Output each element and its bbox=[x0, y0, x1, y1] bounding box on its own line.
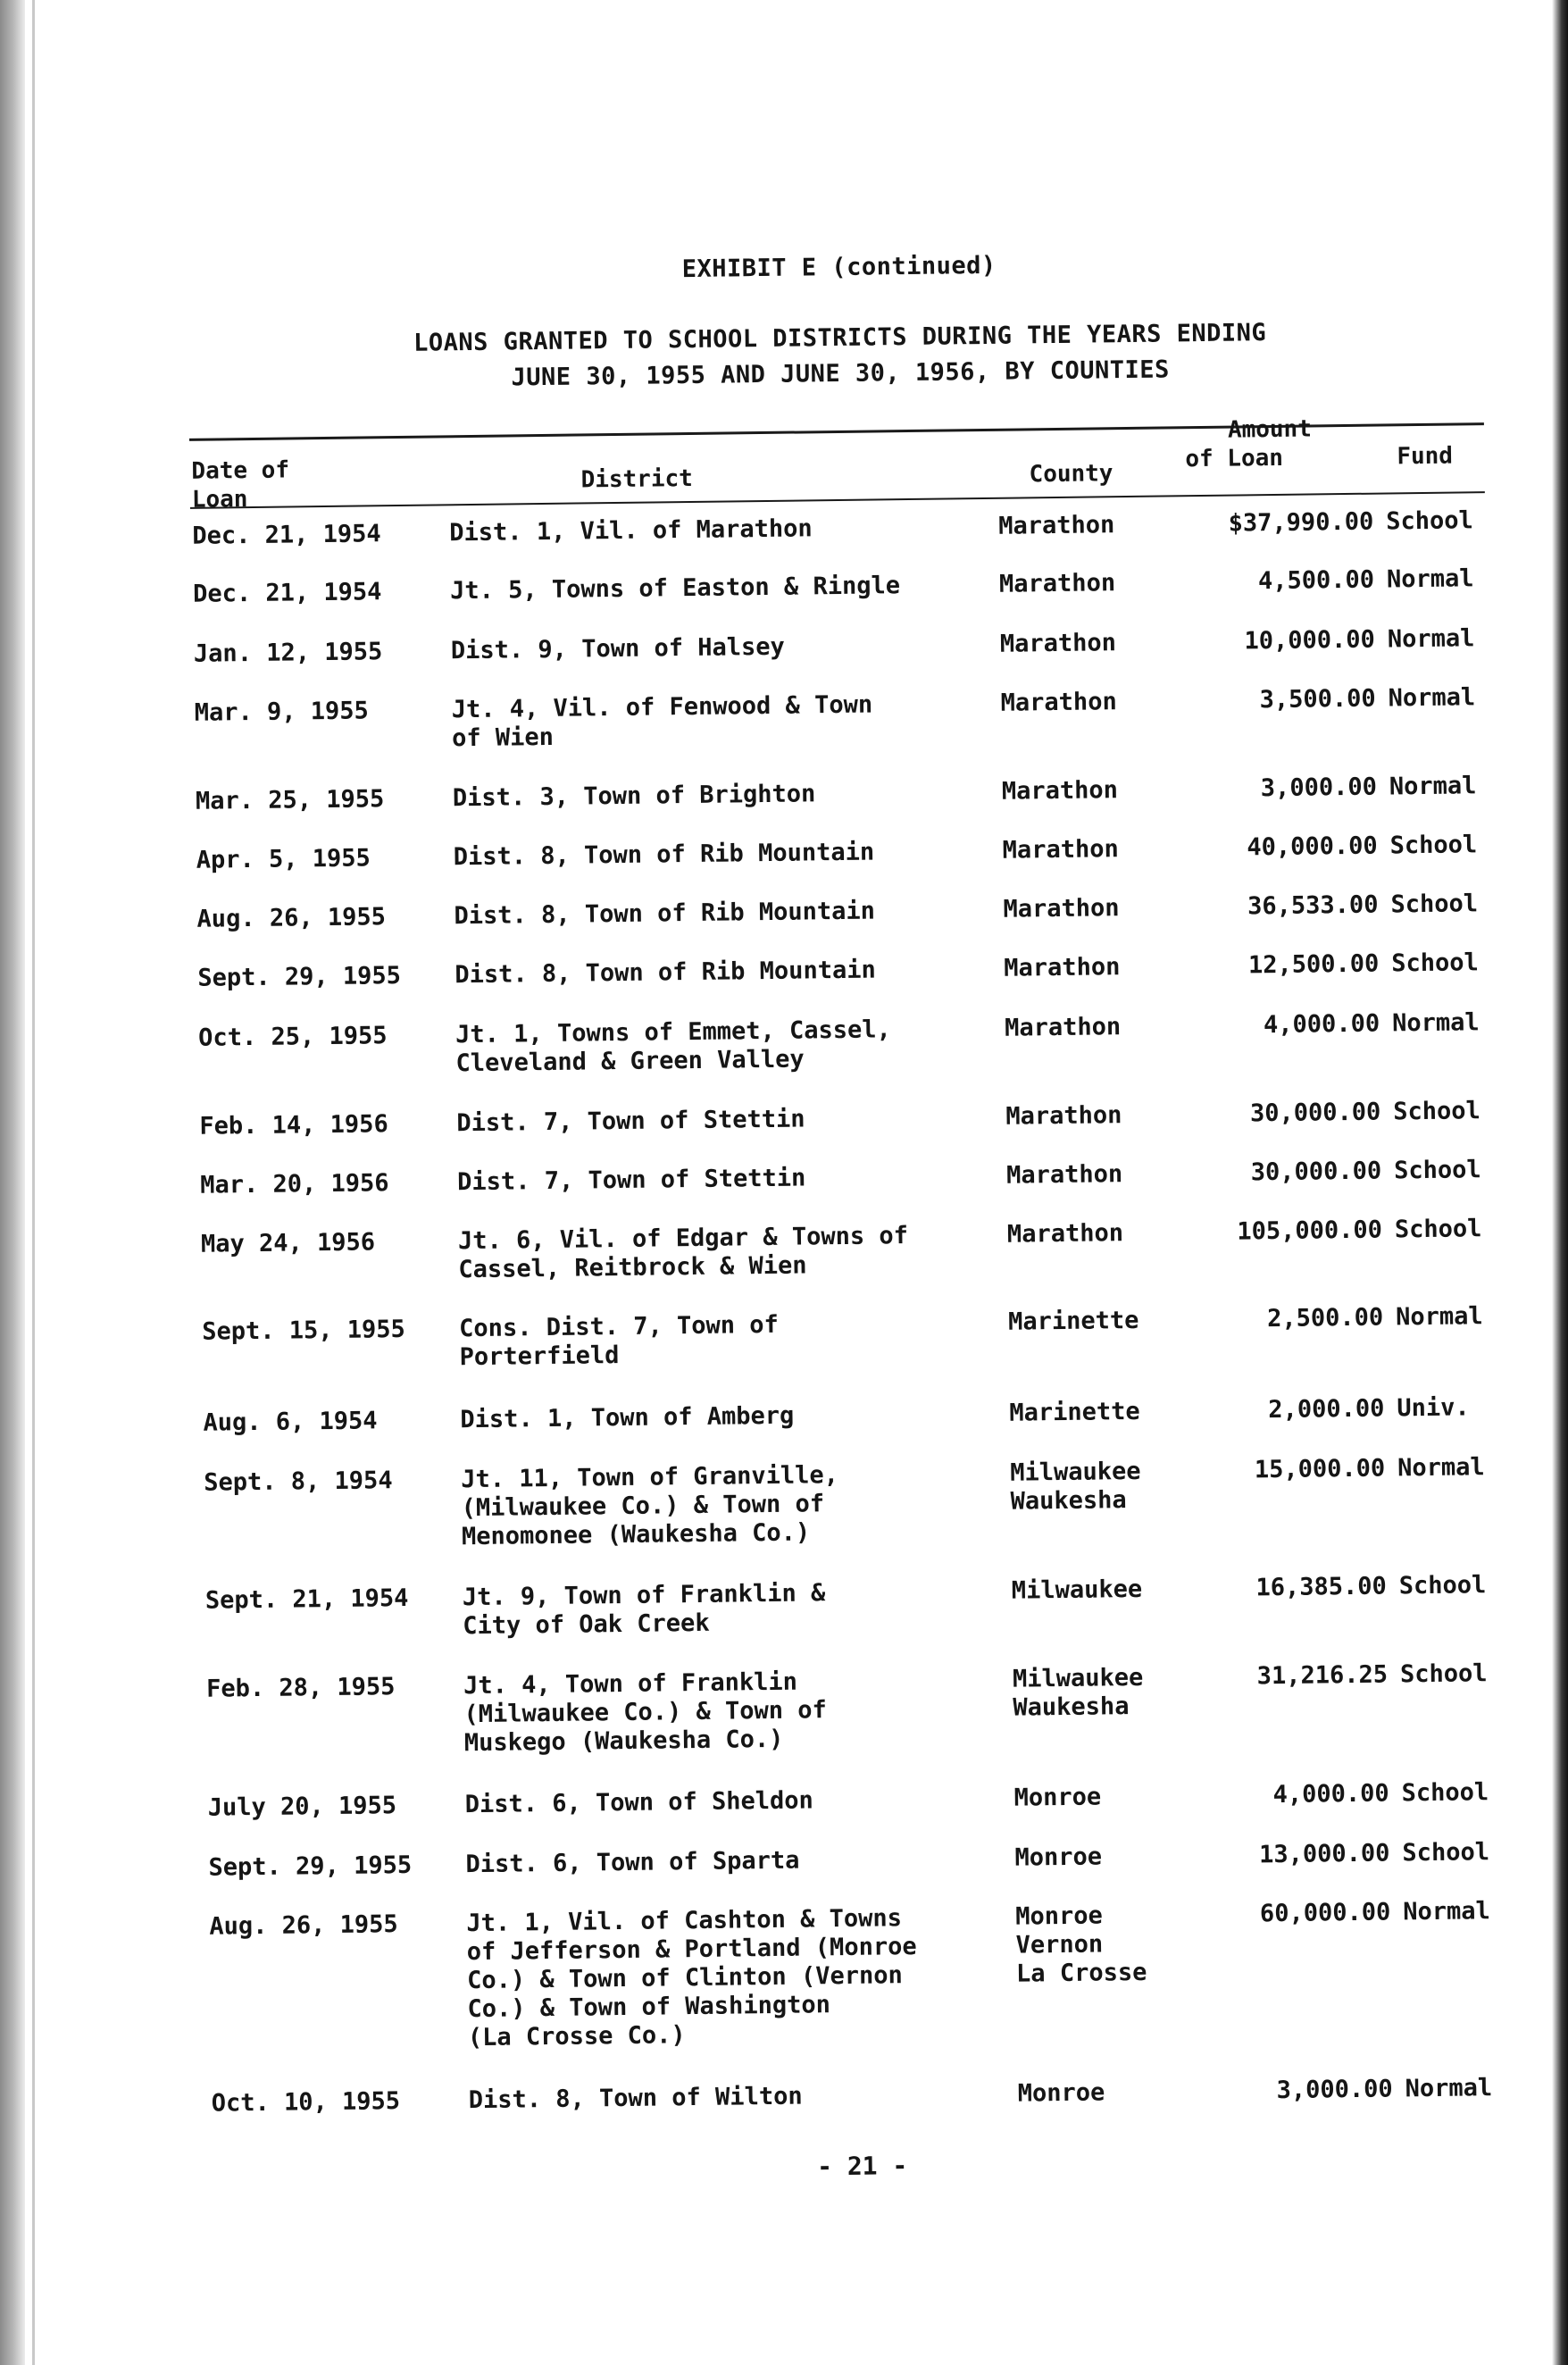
loan-amount: 15,000.00 bbox=[1254, 1454, 1386, 1484]
title-line-1: LOANS GRANTED TO SCHOOL DISTRICTS DURING THE YEARS ENDING bbox=[413, 319, 1267, 357]
loan-date: July 20, 1955 bbox=[207, 1792, 397, 1822]
district-name: Jt. 1, Towns of Emmet, Cassel, Cleveland & Green Valley bbox=[455, 1015, 892, 1078]
table-row bbox=[190, 1215, 1530, 1284]
district-name: Jt. 5, Towns of Easton & Ringle bbox=[449, 572, 901, 606]
loan-date: Sept. 29, 1955 bbox=[208, 1851, 413, 1882]
table-row bbox=[186, 831, 1525, 874]
county-name: Milwaukee Waukesha bbox=[1010, 1457, 1141, 1516]
loan-amount: 3,000.00 bbox=[1260, 773, 1378, 803]
table-row bbox=[187, 949, 1526, 992]
binding-edge bbox=[0, 0, 25, 2365]
loan-amount: 3,000.00 bbox=[1276, 2075, 1393, 2105]
fund-type: Normal bbox=[1395, 1302, 1483, 1332]
district-name: Dist. 8, Town of Wilton bbox=[468, 2082, 803, 2115]
loan-date: Oct. 10, 1955 bbox=[211, 2087, 401, 2118]
fund-type: School bbox=[1391, 949, 1480, 978]
district-name: Dist. 1, Town of Amberg bbox=[460, 1401, 795, 1434]
fund-type: Normal bbox=[1405, 2074, 1493, 2103]
district-name: Jt. 9, Town of Franklin & City of Oak Creek bbox=[462, 1579, 826, 1641]
county-name: Marathon bbox=[1005, 1160, 1123, 1190]
exhibit-heading: EXHIBIT E (continued) bbox=[681, 251, 997, 284]
fund-type: Normal bbox=[1387, 624, 1475, 654]
loan-amount: 3,500.00 bbox=[1259, 684, 1376, 715]
loan-date: Sept. 29, 1955 bbox=[197, 961, 402, 992]
district-name: Dist. 8, Town of Rib Mountain bbox=[454, 897, 876, 931]
loan-amount: 36,533.00 bbox=[1247, 890, 1379, 921]
county-name: Marathon bbox=[1003, 894, 1120, 923]
loan-amount: 10,000.00 bbox=[1244, 625, 1376, 656]
loan-date: Aug. 26, 1955 bbox=[209, 1910, 398, 1941]
county-name: Marathon bbox=[1006, 1219, 1124, 1249]
fund-type: School bbox=[1401, 1778, 1489, 1808]
table-row bbox=[189, 1156, 1529, 1199]
fund-type: Normal bbox=[1397, 1453, 1485, 1483]
table-row bbox=[198, 1897, 1538, 2052]
fund-type: Normal bbox=[1403, 1897, 1490, 1926]
loan-amount: 40,000.00 bbox=[1247, 832, 1378, 862]
loan-date: Jan. 12, 1955 bbox=[193, 638, 383, 668]
header-underline bbox=[190, 491, 1485, 509]
loan-amount: 2,500.00 bbox=[1266, 1303, 1384, 1333]
county-name: Marathon bbox=[1005, 1101, 1122, 1131]
county-name: Marathon bbox=[1004, 953, 1121, 982]
title-line-2: JUNE 30, 1955 AND JUNE 30, 1956, BY COUNTIES bbox=[511, 355, 1170, 392]
fund-type: School bbox=[1393, 1156, 1481, 1185]
county-name: Marathon bbox=[998, 511, 1115, 540]
loan-date: Dec. 21, 1954 bbox=[192, 578, 382, 608]
district-name: Jt. 11, Town of Granville, (Milwaukee Co.) & Town of Menomonee (Waukesha Co.) bbox=[461, 1461, 839, 1551]
loan-amount: 12,500.00 bbox=[1247, 949, 1380, 980]
document-page bbox=[175, 0, 1543, 2365]
loan-amount: 30,000.00 bbox=[1249, 1098, 1381, 1128]
county-name: Milwaukee Waukesha bbox=[1012, 1663, 1144, 1722]
district-name: Jt. 6, Vil. of Edgar & Towns of Cassel, Reitbrock & Wien bbox=[457, 1222, 909, 1284]
district-name: Jt. 4, Town of Franklin (Milwaukee Co.) & Town of Muskego (Waukesha Co.) bbox=[463, 1667, 828, 1758]
page-number: - 21 - bbox=[816, 2151, 908, 2182]
table-row bbox=[195, 1571, 1534, 1641]
county-name: Marathon bbox=[999, 629, 1117, 658]
district-name: Jt. 4, Vil. of Fenwood & Town of Wien bbox=[451, 690, 873, 753]
county-name: Marinette bbox=[1009, 1397, 1140, 1427]
fund-type: Normal bbox=[1388, 683, 1476, 713]
table-row bbox=[197, 1778, 1537, 1822]
loan-amount: 4,000.00 bbox=[1263, 1009, 1380, 1040]
loan-date: Sept. 8, 1954 bbox=[204, 1467, 393, 1497]
county-name: Marathon bbox=[1001, 776, 1119, 806]
county-name: Marathon bbox=[1002, 835, 1119, 865]
header-county: County bbox=[1029, 460, 1113, 489]
loan-date: Mar. 9, 1955 bbox=[194, 697, 370, 727]
page-right-edge bbox=[1552, 0, 1568, 2365]
county-name: Marathon bbox=[998, 569, 1116, 598]
loan-date: Apr. 5, 1955 bbox=[196, 844, 371, 874]
table-row bbox=[188, 1097, 1528, 1141]
fund-type: School bbox=[1402, 1838, 1490, 1868]
header-fund: Fund bbox=[1397, 442, 1454, 471]
county-name: Monroe bbox=[1014, 1843, 1103, 1872]
loan-amount: 105,000.00 bbox=[1237, 1216, 1383, 1246]
district-name: Dist. 6, Town of Sheldon bbox=[464, 1786, 814, 1819]
fund-type: Normal bbox=[1389, 772, 1477, 801]
loan-amount: 4,500.00 bbox=[1257, 565, 1375, 596]
fund-type: Normal bbox=[1391, 1008, 1480, 1038]
county-name: Monroe bbox=[1013, 1783, 1102, 1812]
loan-date: Aug. 26, 1955 bbox=[196, 903, 387, 933]
county-name: Monroe bbox=[1017, 2078, 1105, 2108]
district-name: Dist. 8, Town of Rib Mountain bbox=[453, 838, 875, 872]
district-name: Dist. 7, Town of Stettin bbox=[456, 1105, 805, 1138]
loan-date: Dec. 21, 1954 bbox=[192, 520, 381, 550]
district-name: Dist. 8, Town of Rib Mountain bbox=[455, 956, 876, 990]
table-row bbox=[183, 624, 1522, 668]
table-row bbox=[182, 564, 1522, 608]
district-name: Dist. 7, Town of Stettin bbox=[457, 1164, 806, 1197]
fund-type: School bbox=[1386, 506, 1473, 536]
loan-amount: $37,990.00 bbox=[1228, 507, 1374, 538]
header-amount-line-2: of Loan bbox=[1185, 444, 1284, 473]
table-row bbox=[191, 1302, 1530, 1372]
fund-type: School bbox=[1393, 1097, 1481, 1126]
loan-date: Sept. 21, 1954 bbox=[204, 1584, 409, 1615]
fund-type: Normal bbox=[1386, 564, 1474, 594]
loan-amount: 16,385.00 bbox=[1255, 1572, 1387, 1602]
county-name: Milwaukee bbox=[1011, 1575, 1143, 1605]
table-row bbox=[201, 2073, 1540, 2118]
fund-type: Univ. bbox=[1397, 1393, 1470, 1423]
district-name: Dist. 9, Town of Halsey bbox=[450, 632, 785, 665]
loan-amount: 60,000.00 bbox=[1259, 1898, 1391, 1928]
table-row bbox=[185, 772, 1524, 815]
table-row bbox=[188, 1008, 1527, 1078]
loan-amount: 13,000.00 bbox=[1258, 1839, 1390, 1869]
district-name: Dist. 3, Town of Brighton bbox=[452, 780, 816, 813]
loan-date: May 24, 1956 bbox=[200, 1228, 376, 1258]
district-name: Cons. Dist. 7, Town of Porterfield bbox=[459, 1310, 779, 1372]
loan-amount: 4,000.00 bbox=[1272, 1779, 1389, 1809]
loan-date: Feb. 28, 1955 bbox=[205, 1673, 396, 1703]
loan-date: Mar. 20, 1956 bbox=[200, 1169, 389, 1199]
district-name: Jt. 1, Vil. of Cashton & Towns of Jefferson & Portland (Monroe Co.) & Town of Clinton (Vernon Co.) & Town of Washington (La Crosse Co.) bbox=[466, 1904, 917, 2052]
fund-type: School bbox=[1399, 1659, 1488, 1689]
table-row bbox=[184, 683, 1523, 753]
loan-amount: 30,000.00 bbox=[1250, 1157, 1382, 1187]
table-row bbox=[196, 1659, 1535, 1758]
fund-type: School bbox=[1390, 890, 1479, 919]
header-date: Date of Loan bbox=[191, 456, 290, 514]
loan-amount: 2,000.00 bbox=[1268, 1394, 1385, 1425]
table-row bbox=[181, 506, 1521, 550]
loan-date: Mar. 25, 1955 bbox=[195, 785, 385, 815]
fund-type: School bbox=[1394, 1215, 1482, 1244]
table-row bbox=[186, 890, 1525, 933]
table-row bbox=[197, 1838, 1537, 1882]
loan-amount: 31,216.25 bbox=[1256, 1660, 1389, 1691]
fund-type: School bbox=[1389, 831, 1478, 860]
district-name: Dist. 6, Town of Sparta bbox=[465, 1846, 800, 1879]
fund-type: School bbox=[1398, 1571, 1487, 1600]
table-row bbox=[192, 1393, 1531, 1437]
header-district: District bbox=[580, 464, 694, 494]
county-name: Marathon bbox=[1000, 688, 1117, 717]
district-name: Dist. 1, Vil. of Marathon bbox=[449, 514, 813, 547]
header-amount-line-1: Amount bbox=[1227, 415, 1313, 444]
county-name: Monroe Vernon La Crosse bbox=[1015, 1901, 1147, 1988]
document-title bbox=[179, 313, 1501, 400]
loan-date: Feb. 14, 1956 bbox=[199, 1110, 388, 1141]
loan-date: Sept. 15, 1955 bbox=[202, 1315, 405, 1346]
loan-date: Aug. 6, 1954 bbox=[203, 1407, 378, 1437]
table-row bbox=[193, 1453, 1532, 1551]
header-amount bbox=[1185, 414, 1382, 474]
loan-date: Oct. 25, 1955 bbox=[198, 1022, 388, 1052]
county-name: Marinette bbox=[1007, 1306, 1139, 1336]
county-name: Marathon bbox=[1004, 1013, 1122, 1042]
binding-line bbox=[32, 0, 35, 2365]
